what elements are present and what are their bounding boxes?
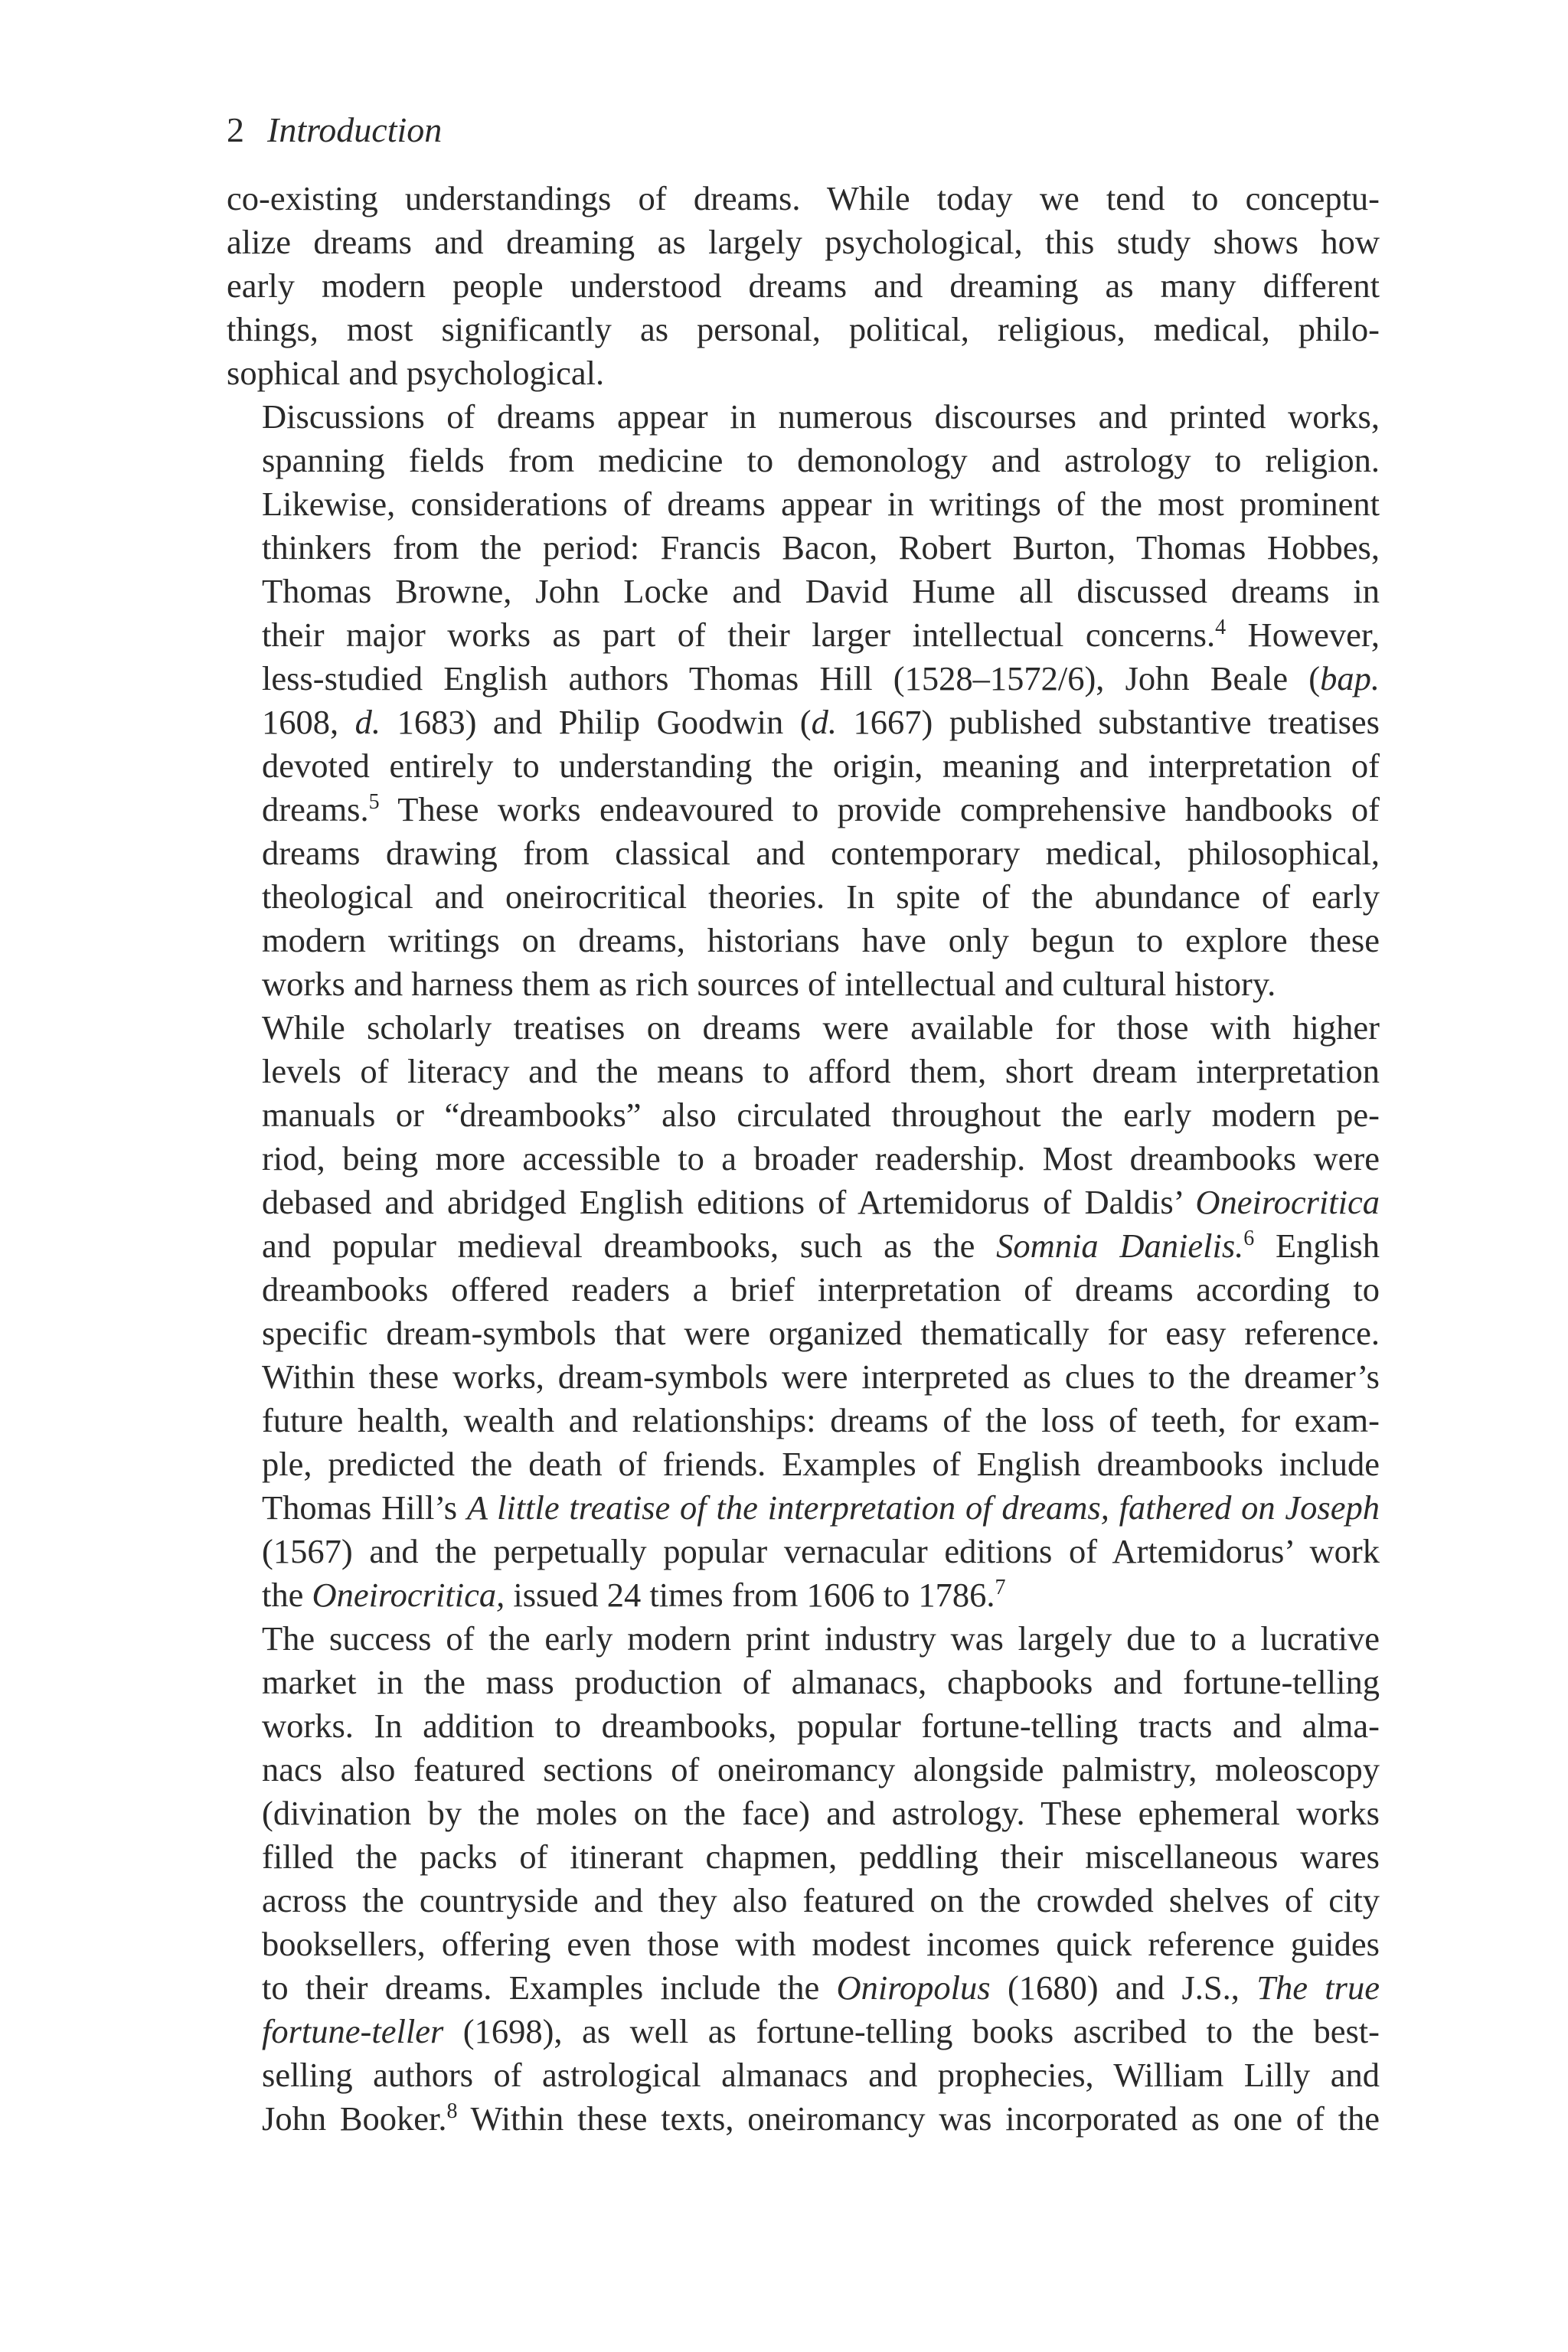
footnote-ref: 7 [995, 1576, 1006, 1599]
text-line: manuals or “dreambooks” also circulated throughout the early modern pe- [262, 1096, 1380, 1134]
text-run: (1680) and J.S., [990, 1968, 1257, 2007]
footnote-ref: 6 [1243, 1227, 1255, 1250]
text-run: their major works as part of their larger intellectual concerns. [262, 616, 1216, 654]
text-line: sophical and psychological. [227, 354, 605, 392]
text-run-italic: Somnia Danielis. [996, 1227, 1244, 1265]
text-line: nacs also featured sections of oneiromancy alongside palmistry, moleoscopy [262, 1750, 1380, 1788]
text-line: (1567) and the perpetually popular vernacular editions of Artemidorus’ work [262, 1532, 1380, 1570]
text-line: modern writings on dreams, historians have only begun to explore these [262, 921, 1380, 959]
text-run-italic: Oniropolus [836, 1968, 991, 2007]
text-run-italic: The true [1256, 1968, 1380, 2007]
text-run: English [1254, 1227, 1380, 1265]
page-number: 2 [227, 110, 244, 149]
text-line: Thomas Browne, John Locke and David Hume all discussed dreams in [262, 572, 1380, 610]
text-line [227, 1181, 1380, 1224]
page-header [227, 109, 442, 152]
text-line [227, 2010, 1380, 2053]
text-run-italic: fortune-teller [262, 2012, 444, 2050]
text-line: things, most significantly as personal, political, religious, medical, philo- [227, 310, 1380, 348]
text-line: market in the mass production of almanacs, chapbooks and fortune-telling [262, 1663, 1380, 1701]
text-run: 1608, [262, 703, 355, 741]
text-line: theological and oneirocritical theories. In spite of the abundance of early [262, 877, 1380, 916]
body-text [227, 177, 1380, 2141]
paragraph [227, 177, 1380, 395]
text-line: dreams drawing from classical and contemporary medical, philosophical, [262, 834, 1380, 872]
text-line [227, 657, 1380, 701]
text-run: debased and abridged English editions of Artemidorus of Daldis’ [262, 1183, 1196, 1221]
text-run: dreams. [262, 790, 369, 828]
text-line: future health, wealth and relationships: dreams of the loss of teeth, for exam- [262, 1401, 1380, 1439]
text-run: 1683) and Philip Goodwin ( [381, 703, 812, 741]
text-line: filled the packs of itinerant chapmen, peddling their miscellaneous wares [262, 1838, 1380, 1876]
text-run-italic: Oneirocritica [1195, 1183, 1380, 1221]
text-line: Within these works, dream-symbols were interpreted as clues to the dreamer’s [262, 1357, 1380, 1396]
text-line: dreambooks offered readers a brief interpretation of dreams according to [262, 1270, 1380, 1308]
text-run-italic: d. [354, 703, 381, 741]
text-line: alize dreams and dreaming as largely psychological, this study shows how [227, 223, 1380, 261]
text-line: Likewise, considerations of dreams appear in writings of the most prominent [262, 485, 1380, 523]
text-line: The success of the early modern print industry was largely due to a lucrative [262, 1619, 1380, 1658]
text-run-italic: bap. [1320, 659, 1380, 697]
text-line: across the countryside and they also featured on the crowded shelves of city [262, 1881, 1380, 1919]
text-run: the [262, 1576, 312, 1614]
footnote-ref: 8 [446, 2099, 458, 2123]
text-run: and popular medieval dreambooks, such as the [262, 1227, 997, 1265]
text-line: spanning fields from medicine to demonology and astrology to religion. [262, 441, 1380, 479]
text-line: ple, predicted the death of friends. Examples of English dreambooks include [262, 1445, 1380, 1483]
text-line: booksellers, offering even those with modest incomes quick reference guides [262, 1925, 1380, 1963]
text-run: to their dreams. Examples include the [262, 1968, 837, 2007]
text-line: levels of literacy and the means to afford them, short dream interpretation [262, 1052, 1380, 1090]
text-line [227, 2097, 1380, 2141]
text-line: co-existing understandings of dreams. While today we tend to conceptu- [227, 179, 1380, 217]
paragraph [227, 395, 1380, 1006]
text-line [227, 1224, 1380, 1268]
text-line [227, 788, 1380, 831]
text-line: works. In addition to dreambooks, popular fortune-telling tracts and alma- [262, 1707, 1380, 1745]
text-run: less-studied English authors Thomas Hill (1528–1572/6), John Beale ( [262, 659, 1321, 697]
text-line: Discussions of dreams appear in numerous discourses and printed works, [262, 397, 1380, 436]
text-line: selling authors of astrological almanacs and prophecies, William Lilly and [262, 2056, 1380, 2094]
text-run: (1698), [443, 2012, 563, 2050]
paragraph [227, 1617, 1380, 2141]
text-line [227, 613, 1380, 657]
text-run: However, [1226, 616, 1380, 654]
text-run-italic: Oneirocritica, [312, 1576, 505, 1614]
paragraph [227, 1006, 1380, 1617]
text-line: While scholarly treatises on dreams were available for those with higher [262, 1008, 1380, 1047]
text-line: (divination by the moles on the face) and astrology. These ephemeral works [262, 1794, 1380, 1832]
text-line: riod, being more accessible to a broader readership. Most dreambooks were [262, 1139, 1380, 1178]
footnote-ref: 4 [1215, 616, 1227, 639]
running-head: Introduction [267, 110, 443, 149]
text-run: John Booker. [262, 2099, 447, 2138]
text-line: specific dream-symbols that were organized thematically for easy reference. [262, 1314, 1380, 1352]
text-run-italic: A little treatise of the interpretation of dreams, fathered on Joseph [466, 1488, 1380, 1527]
text-line [227, 1573, 1380, 1617]
text-run: These works endeavoured to provide comprehensive handbooks of [379, 790, 1380, 828]
text-run: 1667) published substantive treatises [836, 703, 1380, 741]
footnote-ref: 5 [368, 790, 380, 814]
text-run-italic: d. [811, 703, 837, 741]
text-line: works and harness them as rich sources of intellectual and cultural history. [262, 965, 1276, 1003]
text-line: early modern people understood dreams and dreaming as many different [227, 266, 1380, 305]
text-run: issued 24 times from 1606 to 1786. [505, 1576, 995, 1614]
text-line [227, 1966, 1380, 2010]
text-run: as well as fortune-telling books ascribed to the best- [562, 2012, 1380, 2050]
text-run: Thomas Hill’s [262, 1488, 467, 1527]
text-line [227, 701, 1380, 744]
text-line [227, 1486, 1380, 1530]
text-line: thinkers from the period: Francis Bacon, Robert Burton, Thomas Hobbes, [262, 528, 1380, 567]
text-run: Within these texts, oneiromancy was incorporated as one of the [457, 2099, 1380, 2138]
text-line: devoted entirely to understanding the origin, meaning and interpretation of [262, 746, 1380, 785]
